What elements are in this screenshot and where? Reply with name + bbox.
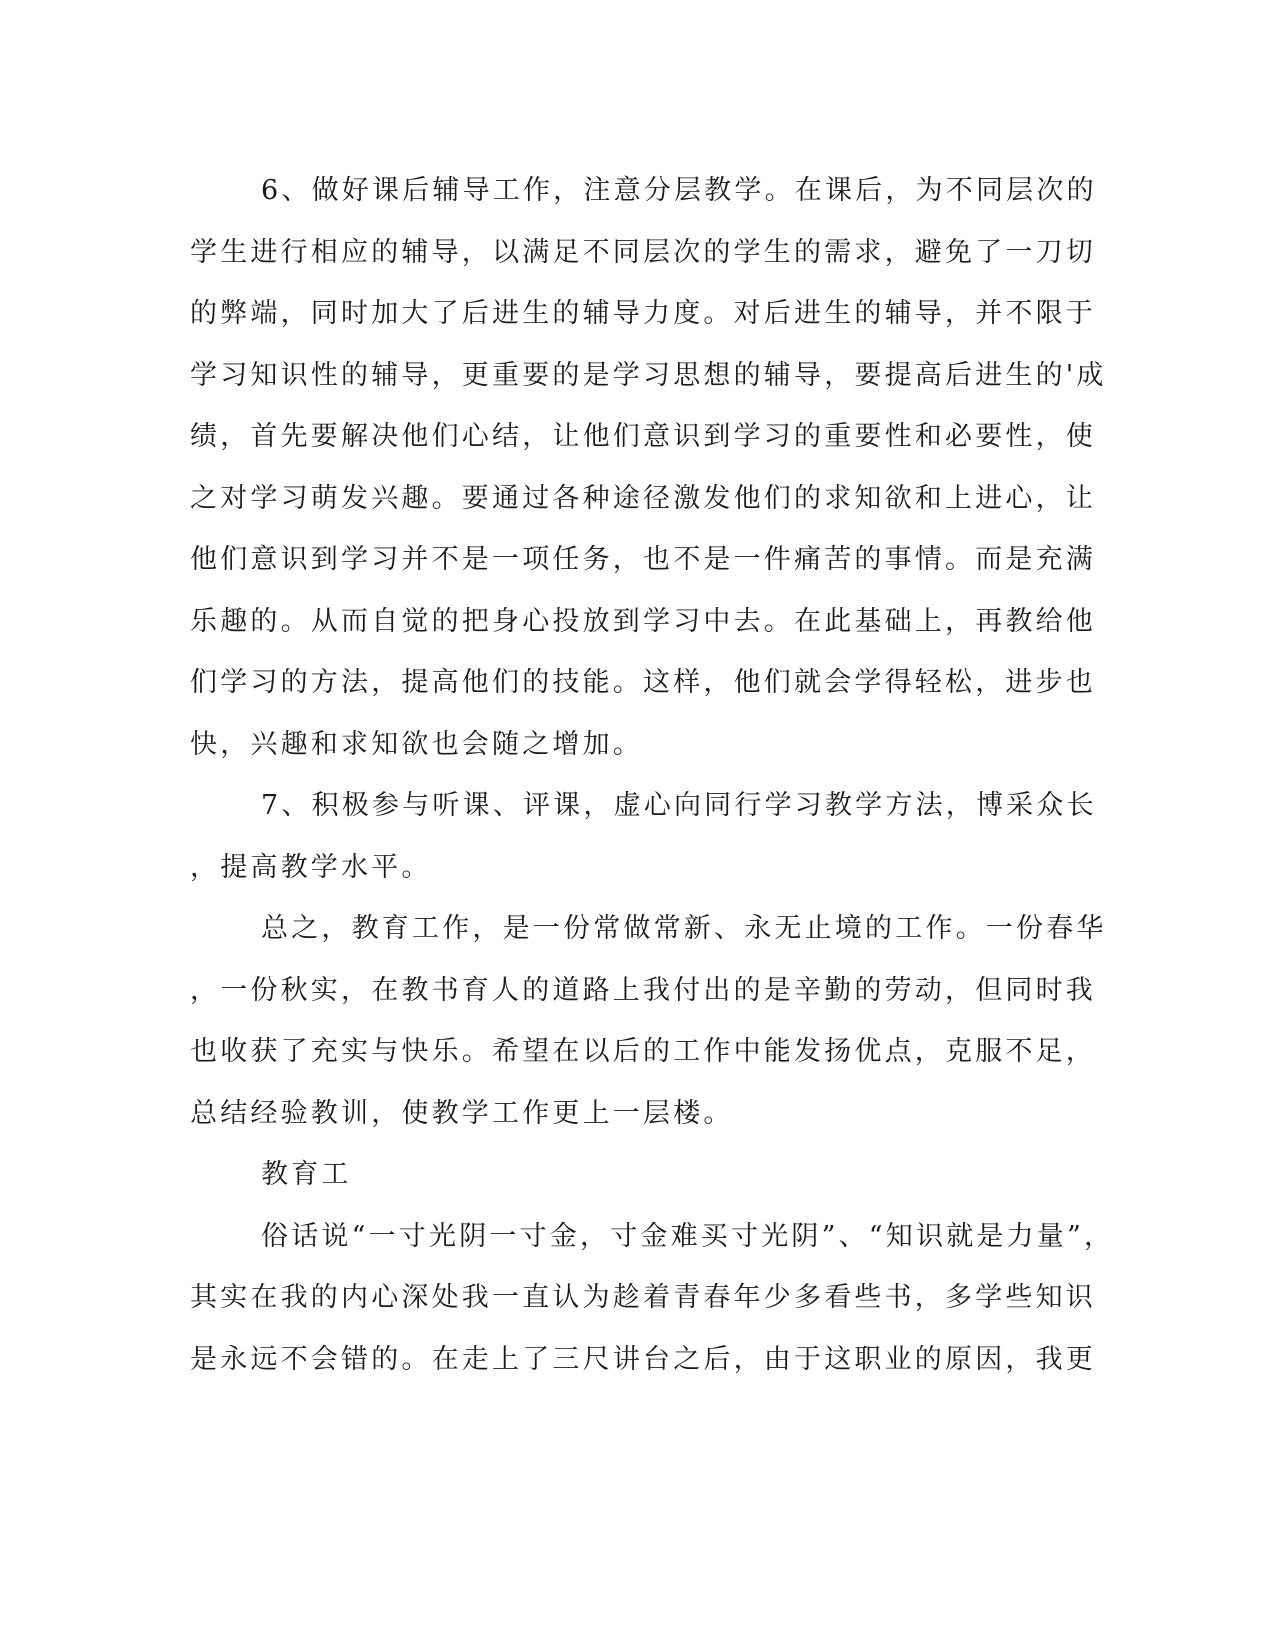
text-line: 教育工 (261, 1159, 352, 1190)
text-line: ，提高教学水平。 (190, 851, 432, 883)
text-line: 是永远不会错的。在走上了三尺讲台之后，由于这职业的原因，我更 (190, 1343, 1096, 1375)
text-line: 学习知识性的辅导，更重要的是学习思想的辅导，要提高后进生的'成 (190, 359, 1107, 391)
text-line: 的弊端，同时加大了后进生的辅导力度。对后进生的辅导，并不限于 (190, 298, 1096, 329)
text-line: 7、积极参与听课、评课，虚心向同行学习教学方法，博采众长 (261, 790, 1097, 821)
text-line: 总结经验教训，使教学工作更上一层楼。 (190, 1097, 734, 1129)
document-body (190, 160, 1115, 1390)
text-line: 其实在我的内心深处我一直认为趁着青春年少多看些书，多学些知识 (190, 1282, 1096, 1313)
text-line: 之对学习萌发兴趣。要通过各种途径激发他们的求知欲和上进心，让 (190, 482, 1096, 514)
text-line: 他们意识到学习并不是一项任务，也不是一件痛苦的事情。而是充满 (190, 544, 1096, 575)
text-line: 俗话说“一寸光阴一寸金，寸金难买寸光阴”、“知识就是力量”， (261, 1220, 1115, 1252)
text-line: 6、做好课后辅导工作，注意分层教学。在课后，为不同层次的 (261, 175, 1097, 206)
text-line: 快，兴趣和求知欲也会随之增加。 (190, 728, 643, 760)
text-line: 们学习的方法，提高他们的技能。这样，他们就会学得轻松，进步也 (190, 667, 1096, 698)
text-line: 学生进行相应的辅导，以满足不同层次的学生的需求，避免了一刀切 (190, 236, 1096, 268)
text-line: ，一份秋实，在教书育人的道路上我付出的是辛勤的劳动，但同时我 (190, 974, 1096, 1006)
text-line: 也收获了充实与快乐。希望在以后的工作中能发扬优点，克服不足， (190, 1036, 1096, 1067)
text-line: 总之，教育工作，是一份常做常新、永无止境的工作。一份春华 (261, 913, 1107, 944)
text-line: 绩，首先要解决他们心结，让他们意识到学习的重要性和必要性，使 (190, 421, 1096, 452)
text-line: 乐趣的。从而自觉的把身心投放到学习中去。在此基础上，再教给他 (190, 605, 1096, 637)
